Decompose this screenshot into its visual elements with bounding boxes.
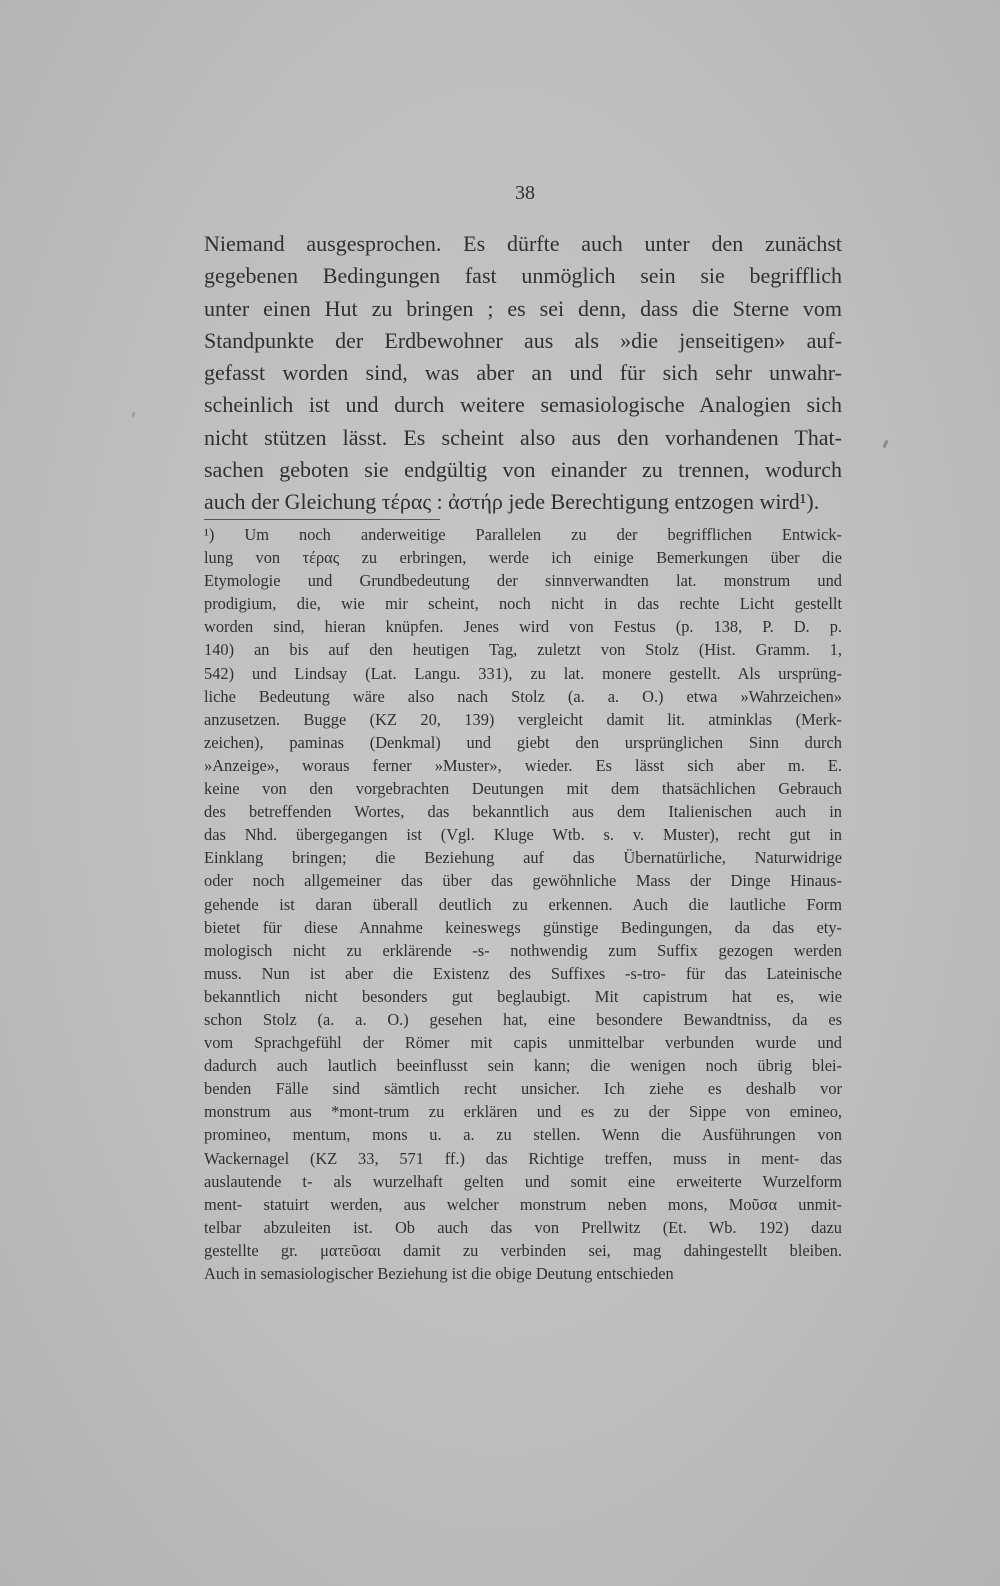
footnote-line: des betreffenden Wortes, das bekanntlich aus dem Italienischen auch in [204,802,842,822]
footnote-line: Etymologie und Grundbedeutung der sinnverwandten lat. monstrum und [204,571,842,591]
footnote [204,523,842,1285]
footnote-line: muss. Nun ist aber die Existenz des Suffixes -s-tro- für das Lateinische [204,963,842,983]
footnote-line: ment- statuirt werden, aus welcher monstrum neben mons, Μοῦσα unmit- [204,1194,842,1214]
footnote-line: liche Bedeutung wäre also nach Stolz (a. a. O.) etwa »Wahrzeichen» [204,686,842,706]
footnote-line: worden sind, hieran knüpfen. Jenes wird von Festus (p. 138, P. D. p. [204,617,842,637]
body-line: unter einen Hut zu bringen ; es sei denn, dass die Sterne vom [204,295,842,321]
footnote-line: mologisch nicht zu erklärende -s- nothwendig zum Suffix gezogen werden [204,940,842,960]
body-line: Standpunkte der Erdbewohner aus als »die jenseitigen» auf- [204,327,842,353]
footnote-line: lung von τέρας zu erbringen, werde ich einige Bemerkungen über die [204,548,842,568]
footnote-line: schon Stolz (a. a. O.) gesehen hat, eine besondere Bewandtniss, da es [204,1009,842,1029]
footnote-line: Auch in semasiologischer Beziehung ist die obige Deutung entschieden [204,1264,674,1283]
footnote-line: promineo, mentum, mons u. a. zu stellen. Wenn die Ausführungen von [204,1125,842,1145]
footnote-line: 140) an bis auf den heutigen Tag, zuletzt von Stolz (Hist. Gramm. 1, [204,640,842,660]
footnote-line: oder noch allgemeiner das über das gewöhnliche Mass der Dinge Hinaus- [204,871,842,891]
footnote-line: Einklang bringen; die Beziehung auf das Übernatürliche, Naturwidrige [204,848,842,868]
footnote-line: auslautende t- als wurzelhaft gelten und somit eine erweiterte Wurzelform [204,1171,842,1191]
body-line: nicht stützen lässt. Es scheint also aus den vorhandenen That- [204,424,842,450]
footnote-line: gestellte gr. ματεῦσαι damit zu verbinden sei, mag dahingestellt bleiben. [204,1240,842,1260]
footnote-divider [204,519,440,520]
body-line: Niemand ausgesprochen. Es dürfte auch unter den zunächst [204,231,842,256]
main-paragraph [204,228,842,519]
body-line: sachen geboten sie endgültig von einander zu trennen, wodurch [204,457,842,483]
footnote-line: 542) und Lindsay (Lat. Langu. 331), zu lat. monere gestellt. Als ursprüng- [204,663,842,683]
footnote-line: monstrum aus *mont-trum zu erklären und es zu der Sippe von emineo, [204,1102,842,1122]
footnote-line: vom Sprachgefühl der Römer mit capis unmittelbar verbunden wurde und [204,1033,842,1053]
footnote-line: gehende ist daran überall deutlich zu erkennen. Auch die lautliche Form [204,894,842,914]
footnote-line: bietet für diese Annahme keineswegs günstige Bedingungen, da das ety- [204,917,842,937]
paper-speck [131,412,136,418]
page-number: 38 [515,182,535,204]
footnote-line: keine von den vorgebrachten Deutungen mit dem thatsächlichen Gebrauch [204,779,842,799]
body-line: gegebenen Bedingungen fast unmöglich sein sie begrifflich [204,263,842,289]
footnote-line: benden Fälle sind sämtlich recht unsicher. Ich ziehe es deshalb vor [204,1079,842,1099]
footnote-line: zeichen), paminas (Denkmal) und giebt den ursprünglichen Sinn durch [204,732,842,752]
footnote-line: ¹) Um noch anderweitige Parallelen zu der begrifflichen Entwick- [204,525,842,544]
footnote-line: bekanntlich nicht besonders gut beglaubigt. Mit capistrum hat es, wie [204,986,842,1006]
paper-speck [882,440,888,449]
footnote-line: telbar abzuleiten ist. Ob auch das von Prellwitz (Et. Wb. 192) dazu [204,1217,842,1237]
body-line: auch der Gleichung τέρας : ἀστήρ jede Berechtigung entzogen wird¹). [204,489,820,515]
footnote-line: prodigium, die, wie mir scheint, noch nicht in das rechte Licht gestellt [204,594,842,614]
body-line: gefasst worden sind, was aber an und für sich sehr unwahr- [204,360,842,386]
footnote-line: dadurch auch lautlich beeinflusst sein kann; die wenigen noch übrig blei- [204,1056,842,1076]
body-line: scheinlich ist und durch weitere semasiologische Analogien sich [204,392,842,418]
footnote-line: das Nhd. übergegangen ist (Vgl. Kluge Wtb. s. v. Muster), recht gut in [204,825,842,845]
footnote-line: »Anzeige», woraus ferner »Muster», wieder. Es lässt sich aber m. E. [204,755,842,775]
footnote-line: anzusetzen. Bugge (KZ 20, 139) vergleicht damit lit. atminklas (Merk- [204,709,842,729]
footnote-line: Wackernagel (KZ 33, 571 ff.) das Richtige treffen, muss in ment- das [204,1148,842,1168]
